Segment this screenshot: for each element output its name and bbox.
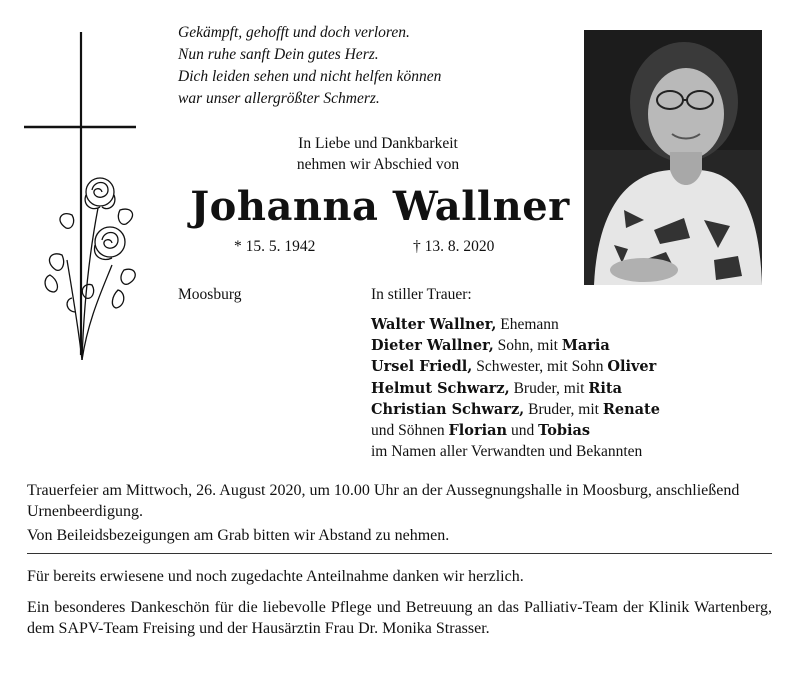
special-thanks-text: Ein besonderes Dankeschön für die liebevolle Pflege und Betreuung an das Palliativ-Team der Klinik Wartenberg, dem SAPV-Team Freising und der Hausärztin Frau Dr. Monika Strasser. <box>27 599 772 637</box>
condolence-note: Von Beileidsbezeigungen am Grab bitten wir Abstand zu nehmen. <box>27 527 450 544</box>
mourner-name: Walter Wallner, <box>371 316 497 333</box>
intro-line: nehmen wir Abschied von <box>296 156 460 173</box>
grandsons-prefix: und Söhnen <box>371 422 449 440</box>
poem <box>178 22 578 110</box>
thanks-text: Für bereits erwiesene und noch zugedachte Anteilnahme danken wir herzlich. <box>27 568 524 585</box>
mourner-partner: Rita <box>588 379 622 397</box>
service-details: Trauerfeier am Mittwoch, 26. August 2020, um 10.00 Uhr an der Aussegnungshalle in Moosburg, anschließend Urnenbeerdigung. <box>27 482 740 520</box>
grandson-name: Florian <box>448 422 508 440</box>
mourner-relation: Bruder, mit <box>509 379 589 397</box>
mourner-partner: Renate <box>602 400 660 418</box>
mourner-relation: Sohn, mit <box>493 337 562 355</box>
mourner-name: Dieter Wallner, <box>371 337 494 355</box>
mourner-entry <box>371 399 781 420</box>
birth-date: * 15. 5. 1942 <box>234 238 316 255</box>
portrait-photo <box>584 30 762 285</box>
poem-line: Dich leiden sehen und nicht helfen können <box>178 68 442 85</box>
death-date: † 13. 8. 2020 <box>413 238 495 255</box>
mourner-entry <box>371 356 781 377</box>
mourner-entry <box>371 378 781 399</box>
mourner-entry <box>371 314 781 335</box>
cross-with-roses-icon <box>22 30 162 360</box>
divider <box>27 553 772 554</box>
deceased-name: Johanna Wallner <box>190 183 570 230</box>
grandsons-conjunction: und <box>507 422 539 440</box>
grandson-name: Tobias <box>538 422 591 440</box>
mourner-name: Christian Schwarz, <box>371 400 525 418</box>
mourner-partner: Oliver <box>607 358 657 376</box>
mourner-name: Helmut Schwarz, <box>371 379 510 397</box>
intro-line: In Liebe und Dankbarkeit <box>298 135 458 152</box>
mourner-entry <box>371 335 781 356</box>
poem-line: war unser allergrößter Schmerz. <box>178 90 380 107</box>
mourner-entry <box>371 420 781 441</box>
mourning-closing: im Namen aller Verwandten und Bekannten <box>371 443 643 461</box>
mourner-relation: Schwester, mit Sohn <box>472 358 608 376</box>
poem-line: Nun ruhe sanft Dein gutes Herz. <box>178 46 379 63</box>
mourner-partner: Maria <box>561 337 610 355</box>
intro-text <box>178 133 578 175</box>
mourners-list <box>371 314 781 462</box>
mourning-heading: In stiller Trauer: <box>371 286 472 303</box>
poem-line: Gekämpft, gehofft und doch verloren. <box>178 24 410 41</box>
mourner-name: Ursel Friedl, <box>371 358 473 376</box>
mourner-relation: Ehemann <box>496 316 559 333</box>
place: Moosburg <box>178 286 242 303</box>
mourner-relation: Bruder, mit <box>524 400 603 418</box>
